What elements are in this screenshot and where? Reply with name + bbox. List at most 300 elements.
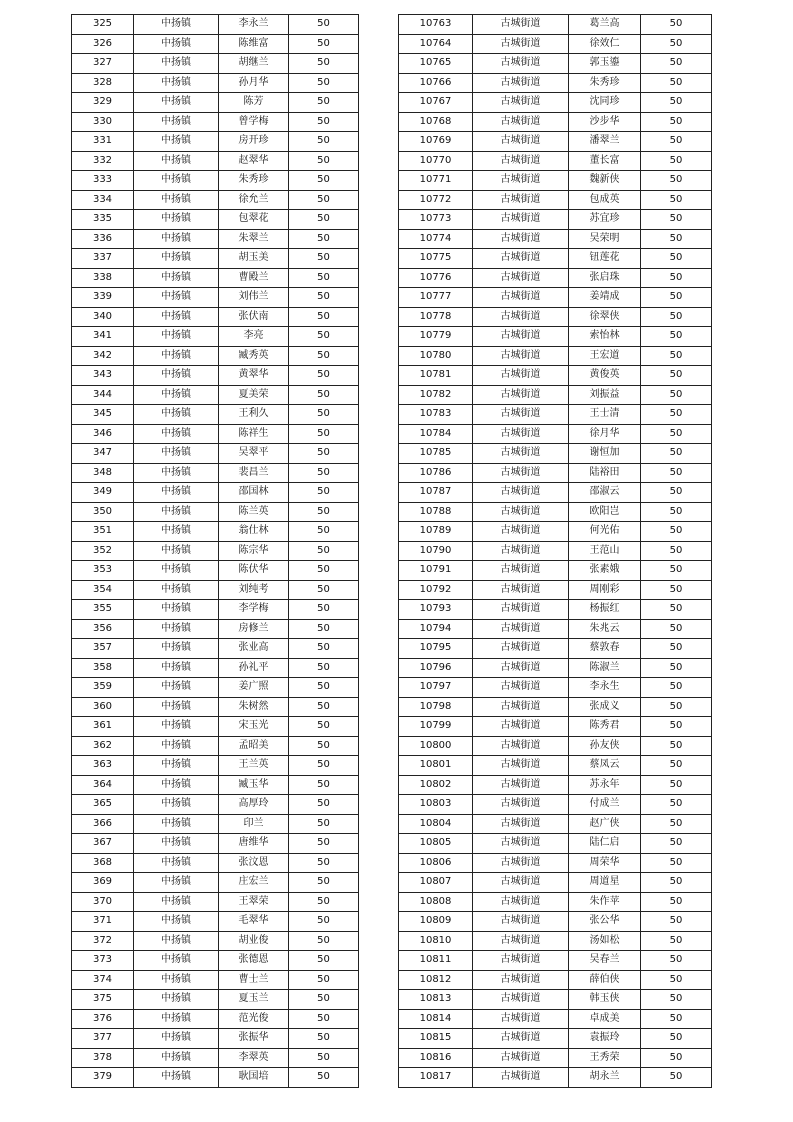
town-cell: 古城街道 [473,1048,569,1068]
table-row [399,444,712,464]
town-cell: 古城街道 [473,678,569,698]
table-row [72,249,359,269]
town-cell: 古城街道 [473,736,569,756]
town-cell: 中扬镇 [134,561,219,581]
name-cell: 谢恒加 [569,444,641,464]
amount-cell: 50 [641,970,712,990]
row-number-cell: 377 [72,1029,134,1049]
amount-cell: 50 [289,171,359,191]
amount-cell: 50 [289,405,359,425]
table-row [72,327,359,347]
table-row [399,639,712,659]
amount-cell: 50 [641,444,712,464]
amount-cell: 50 [641,951,712,971]
table-row [72,385,359,405]
town-cell: 古城街道 [473,463,569,483]
town-cell: 中扬镇 [134,931,219,951]
name-cell: 张公华 [569,912,641,932]
table-row [399,54,712,74]
town-cell: 古城街道 [473,970,569,990]
row-number-cell: 10801 [399,756,473,776]
name-cell: 耿国培 [219,1068,289,1088]
table-row [72,502,359,522]
table-row [72,912,359,932]
name-cell: 陈秀君 [569,717,641,737]
table-row [399,717,712,737]
town-cell: 古城街道 [473,15,569,35]
town-cell: 中扬镇 [134,600,219,620]
table-row [72,522,359,542]
town-cell: 古城街道 [473,931,569,951]
amount-cell: 50 [641,288,712,308]
table-row [399,580,712,600]
town-cell: 中扬镇 [134,366,219,386]
town-cell: 古城街道 [473,717,569,737]
name-cell: 吴翠平 [219,444,289,464]
table-row [72,970,359,990]
town-cell: 古城街道 [473,112,569,132]
name-cell: 沈同珍 [569,93,641,113]
town-cell: 中扬镇 [134,190,219,210]
table-row [72,54,359,74]
table-row [72,873,359,893]
town-cell: 中扬镇 [134,619,219,639]
amount-cell: 50 [289,600,359,620]
amount-cell: 50 [289,717,359,737]
name-cell: 张成义 [569,697,641,717]
amount-cell: 50 [641,834,712,854]
table-row [72,463,359,483]
row-number-cell: 10797 [399,678,473,698]
table-row [72,288,359,308]
table-row [399,112,712,132]
amount-cell: 50 [289,541,359,561]
amount-cell: 50 [641,931,712,951]
name-cell: 王宏道 [569,346,641,366]
name-cell: 房开珍 [219,132,289,152]
town-cell: 古城街道 [473,54,569,74]
name-cell: 曹士兰 [219,970,289,990]
name-cell: 赵翠华 [219,151,289,171]
amount-cell: 50 [641,112,712,132]
table-row [399,424,712,444]
name-cell: 房修兰 [219,619,289,639]
table-row [399,327,712,347]
amount-cell: 50 [641,600,712,620]
row-number-cell: 10814 [399,1009,473,1029]
name-cell: 张素娥 [569,561,641,581]
name-cell: 黄俊英 [569,366,641,386]
table-row [399,483,712,503]
amount-cell: 50 [641,346,712,366]
row-number-cell: 376 [72,1009,134,1029]
amount-cell: 50 [641,229,712,249]
table-row [72,697,359,717]
row-number-cell: 10791 [399,561,473,581]
row-number-cell: 333 [72,171,134,191]
row-number-cell: 10777 [399,288,473,308]
row-number-cell: 10767 [399,93,473,113]
amount-cell: 50 [641,1048,712,1068]
amount-cell: 50 [289,970,359,990]
row-number-cell: 359 [72,678,134,698]
amount-cell: 50 [641,1068,712,1088]
table-row [72,366,359,386]
town-cell: 古城街道 [473,522,569,542]
row-number-cell: 10780 [399,346,473,366]
amount-cell: 50 [289,73,359,93]
name-cell: 潘翠兰 [569,132,641,152]
row-number-cell: 337 [72,249,134,269]
amount-cell: 50 [289,424,359,444]
town-cell: 中扬镇 [134,717,219,737]
amount-cell: 50 [289,1009,359,1029]
name-cell: 范光俊 [219,1009,289,1029]
row-number-cell: 356 [72,619,134,639]
row-number-cell: 379 [72,1068,134,1088]
table-row [72,171,359,191]
row-number-cell: 369 [72,873,134,893]
town-cell: 中扬镇 [134,483,219,503]
town-cell: 古城街道 [473,795,569,815]
row-number-cell: 10808 [399,892,473,912]
amount-cell: 50 [289,190,359,210]
amount-cell: 50 [289,444,359,464]
name-cell: 曹殿兰 [219,268,289,288]
amount-cell: 50 [641,990,712,1010]
town-cell: 古城街道 [473,951,569,971]
table-row [399,990,712,1010]
town-cell: 中扬镇 [134,736,219,756]
amount-cell: 50 [641,268,712,288]
left-table-body [72,15,359,1088]
name-cell: 张振华 [219,1029,289,1049]
row-number-cell: 349 [72,483,134,503]
row-number-cell: 372 [72,931,134,951]
table-row [72,132,359,152]
amount-cell: 50 [641,1009,712,1029]
row-number-cell: 345 [72,405,134,425]
name-cell: 王秀荣 [569,1048,641,1068]
amount-cell: 50 [641,814,712,834]
row-number-cell: 10781 [399,366,473,386]
town-cell: 中扬镇 [134,522,219,542]
row-number-cell: 10783 [399,405,473,425]
town-cell: 古城街道 [473,34,569,54]
amount-cell: 50 [641,151,712,171]
table-row [72,931,359,951]
table-row [399,541,712,561]
name-cell: 陆仁启 [569,834,641,854]
amount-cell: 50 [289,522,359,542]
row-number-cell: 330 [72,112,134,132]
amount-cell: 50 [641,483,712,503]
name-cell: 孙友侠 [569,736,641,756]
town-cell: 中扬镇 [134,873,219,893]
town-cell: 古城街道 [473,73,569,93]
town-cell: 中扬镇 [134,327,219,347]
table-row [72,756,359,776]
name-cell: 周荣华 [569,853,641,873]
town-cell: 中扬镇 [134,93,219,113]
row-number-cell: 352 [72,541,134,561]
town-cell: 中扬镇 [134,912,219,932]
table-row [72,834,359,854]
amount-cell: 50 [641,249,712,269]
town-cell: 中扬镇 [134,15,219,35]
town-cell: 中扬镇 [134,1068,219,1088]
town-cell: 中扬镇 [134,853,219,873]
town-cell: 中扬镇 [134,34,219,54]
amount-cell: 50 [289,561,359,581]
town-cell: 中扬镇 [134,658,219,678]
town-cell: 古城街道 [473,385,569,405]
town-cell: 中扬镇 [134,307,219,327]
row-number-cell: 10792 [399,580,473,600]
table-row [72,717,359,737]
table-row [399,970,712,990]
table-row [72,1048,359,1068]
table-row [399,834,712,854]
table-row [399,853,712,873]
town-cell: 中扬镇 [134,639,219,659]
town-cell: 中扬镇 [134,697,219,717]
town-cell: 中扬镇 [134,892,219,912]
row-number-cell: 10796 [399,658,473,678]
table-row [399,405,712,425]
row-number-cell: 10775 [399,249,473,269]
row-number-cell: 10782 [399,385,473,405]
town-cell: 中扬镇 [134,346,219,366]
amount-cell: 50 [641,1029,712,1049]
row-number-cell: 348 [72,463,134,483]
town-cell: 中扬镇 [134,112,219,132]
row-number-cell: 10776 [399,268,473,288]
row-number-cell: 350 [72,502,134,522]
row-number-cell: 10802 [399,775,473,795]
row-number-cell: 378 [72,1048,134,1068]
amount-cell: 50 [641,873,712,893]
amount-cell: 50 [289,268,359,288]
amount-cell: 50 [641,171,712,191]
table-row [72,1009,359,1029]
row-number-cell: 10812 [399,970,473,990]
town-cell: 古城街道 [473,190,569,210]
amount-cell: 50 [641,756,712,776]
table-row [399,249,712,269]
town-cell: 古城街道 [473,853,569,873]
row-number-cell: 331 [72,132,134,152]
town-cell: 中扬镇 [134,834,219,854]
town-cell: 中扬镇 [134,288,219,308]
amount-cell: 50 [641,561,712,581]
amount-cell: 50 [289,990,359,1010]
table-row [72,678,359,698]
table-row [72,210,359,230]
row-number-cell: 339 [72,288,134,308]
name-cell: 徐允兰 [219,190,289,210]
amount-cell: 50 [641,307,712,327]
town-cell: 古城街道 [473,873,569,893]
amount-cell: 50 [289,34,359,54]
row-number-cell: 10816 [399,1048,473,1068]
row-number-cell: 10813 [399,990,473,1010]
name-cell: 翁仕林 [219,522,289,542]
town-cell: 古城街道 [473,697,569,717]
town-cell: 中扬镇 [134,795,219,815]
table-row [399,1009,712,1029]
name-cell: 孙月华 [219,73,289,93]
row-number-cell: 10810 [399,931,473,951]
row-number-cell: 366 [72,814,134,834]
amount-cell: 50 [641,502,712,522]
amount-cell: 50 [289,756,359,776]
row-number-cell: 368 [72,853,134,873]
row-number-cell: 341 [72,327,134,347]
name-cell: 朱秀珍 [569,73,641,93]
table-row [399,678,712,698]
row-number-cell: 343 [72,366,134,386]
amount-cell: 50 [289,385,359,405]
name-cell: 朱秀珍 [219,171,289,191]
name-cell: 吴春兰 [569,951,641,971]
town-cell: 古城街道 [473,1009,569,1029]
row-number-cell: 10787 [399,483,473,503]
table-row [72,229,359,249]
table-row [399,73,712,93]
table-row [72,561,359,581]
row-number-cell: 363 [72,756,134,776]
name-cell: 陈伏华 [219,561,289,581]
town-cell: 古城街道 [473,990,569,1010]
row-number-cell: 10800 [399,736,473,756]
name-cell: 苏永年 [569,775,641,795]
name-cell: 臧玉华 [219,775,289,795]
name-cell: 李学梅 [219,600,289,620]
town-cell: 中扬镇 [134,541,219,561]
name-cell: 蔡凤云 [569,756,641,776]
name-cell: 朱翠兰 [219,229,289,249]
table-row [399,93,712,113]
town-cell: 中扬镇 [134,502,219,522]
row-number-cell: 355 [72,600,134,620]
table-row [399,34,712,54]
name-cell: 付成兰 [569,795,641,815]
amount-cell: 50 [289,132,359,152]
name-cell: 周刚彩 [569,580,641,600]
row-number-cell: 347 [72,444,134,464]
name-cell: 徐翠侠 [569,307,641,327]
town-cell: 中扬镇 [134,268,219,288]
row-number-cell: 351 [72,522,134,542]
row-number-cell: 342 [72,346,134,366]
name-cell: 张伏南 [219,307,289,327]
table-row [72,600,359,620]
row-number-cell: 10805 [399,834,473,854]
amount-cell: 50 [289,15,359,35]
town-cell: 中扬镇 [134,970,219,990]
name-cell: 包成英 [569,190,641,210]
table-row [72,619,359,639]
right-table-body [399,15,712,1088]
name-cell: 王范山 [569,541,641,561]
name-cell: 姜广照 [219,678,289,698]
left-table [71,14,359,1088]
row-number-cell: 10763 [399,15,473,35]
town-cell: 中扬镇 [134,171,219,191]
name-cell: 王利久 [219,405,289,425]
table-row [399,288,712,308]
town-cell: 古城街道 [473,561,569,581]
row-number-cell: 10794 [399,619,473,639]
table-row [399,346,712,366]
row-number-cell: 10804 [399,814,473,834]
table-row [72,15,359,35]
amount-cell: 50 [289,151,359,171]
name-cell: 陈维富 [219,34,289,54]
name-cell: 李亮 [219,327,289,347]
table-row [72,990,359,1010]
table-row [399,912,712,932]
town-cell: 古城街道 [473,288,569,308]
table-row [399,307,712,327]
row-number-cell: 10773 [399,210,473,230]
town-cell: 古城街道 [473,834,569,854]
town-cell: 中扬镇 [134,229,219,249]
amount-cell: 50 [641,522,712,542]
right-table [398,14,712,1088]
amount-cell: 50 [641,541,712,561]
town-cell: 中扬镇 [134,775,219,795]
table-row [399,151,712,171]
row-number-cell: 338 [72,268,134,288]
table-row [399,171,712,191]
amount-cell: 50 [289,307,359,327]
town-cell: 中扬镇 [134,1009,219,1029]
name-cell: 刘纯考 [219,580,289,600]
table-row [399,385,712,405]
amount-cell: 50 [289,580,359,600]
table-row [399,522,712,542]
row-number-cell: 332 [72,151,134,171]
amount-cell: 50 [641,775,712,795]
town-cell: 古城街道 [473,580,569,600]
amount-cell: 50 [641,424,712,444]
amount-cell: 50 [641,15,712,35]
town-cell: 中扬镇 [134,951,219,971]
town-cell: 古城街道 [473,210,569,230]
name-cell: 朱兆云 [569,619,641,639]
town-cell: 古城街道 [473,229,569,249]
table-row [72,736,359,756]
name-cell: 钮莲花 [569,249,641,269]
town-cell: 古城街道 [473,346,569,366]
table-row [399,190,712,210]
table-row [72,580,359,600]
row-number-cell: 10786 [399,463,473,483]
row-number-cell: 340 [72,307,134,327]
row-number-cell: 10779 [399,327,473,347]
name-cell: 赵广侠 [569,814,641,834]
town-cell: 中扬镇 [134,151,219,171]
table-row [72,346,359,366]
amount-cell: 50 [289,912,359,932]
row-number-cell: 371 [72,912,134,932]
town-cell: 古城街道 [473,541,569,561]
amount-cell: 50 [641,697,712,717]
table-row [72,268,359,288]
name-cell: 杨振红 [569,600,641,620]
